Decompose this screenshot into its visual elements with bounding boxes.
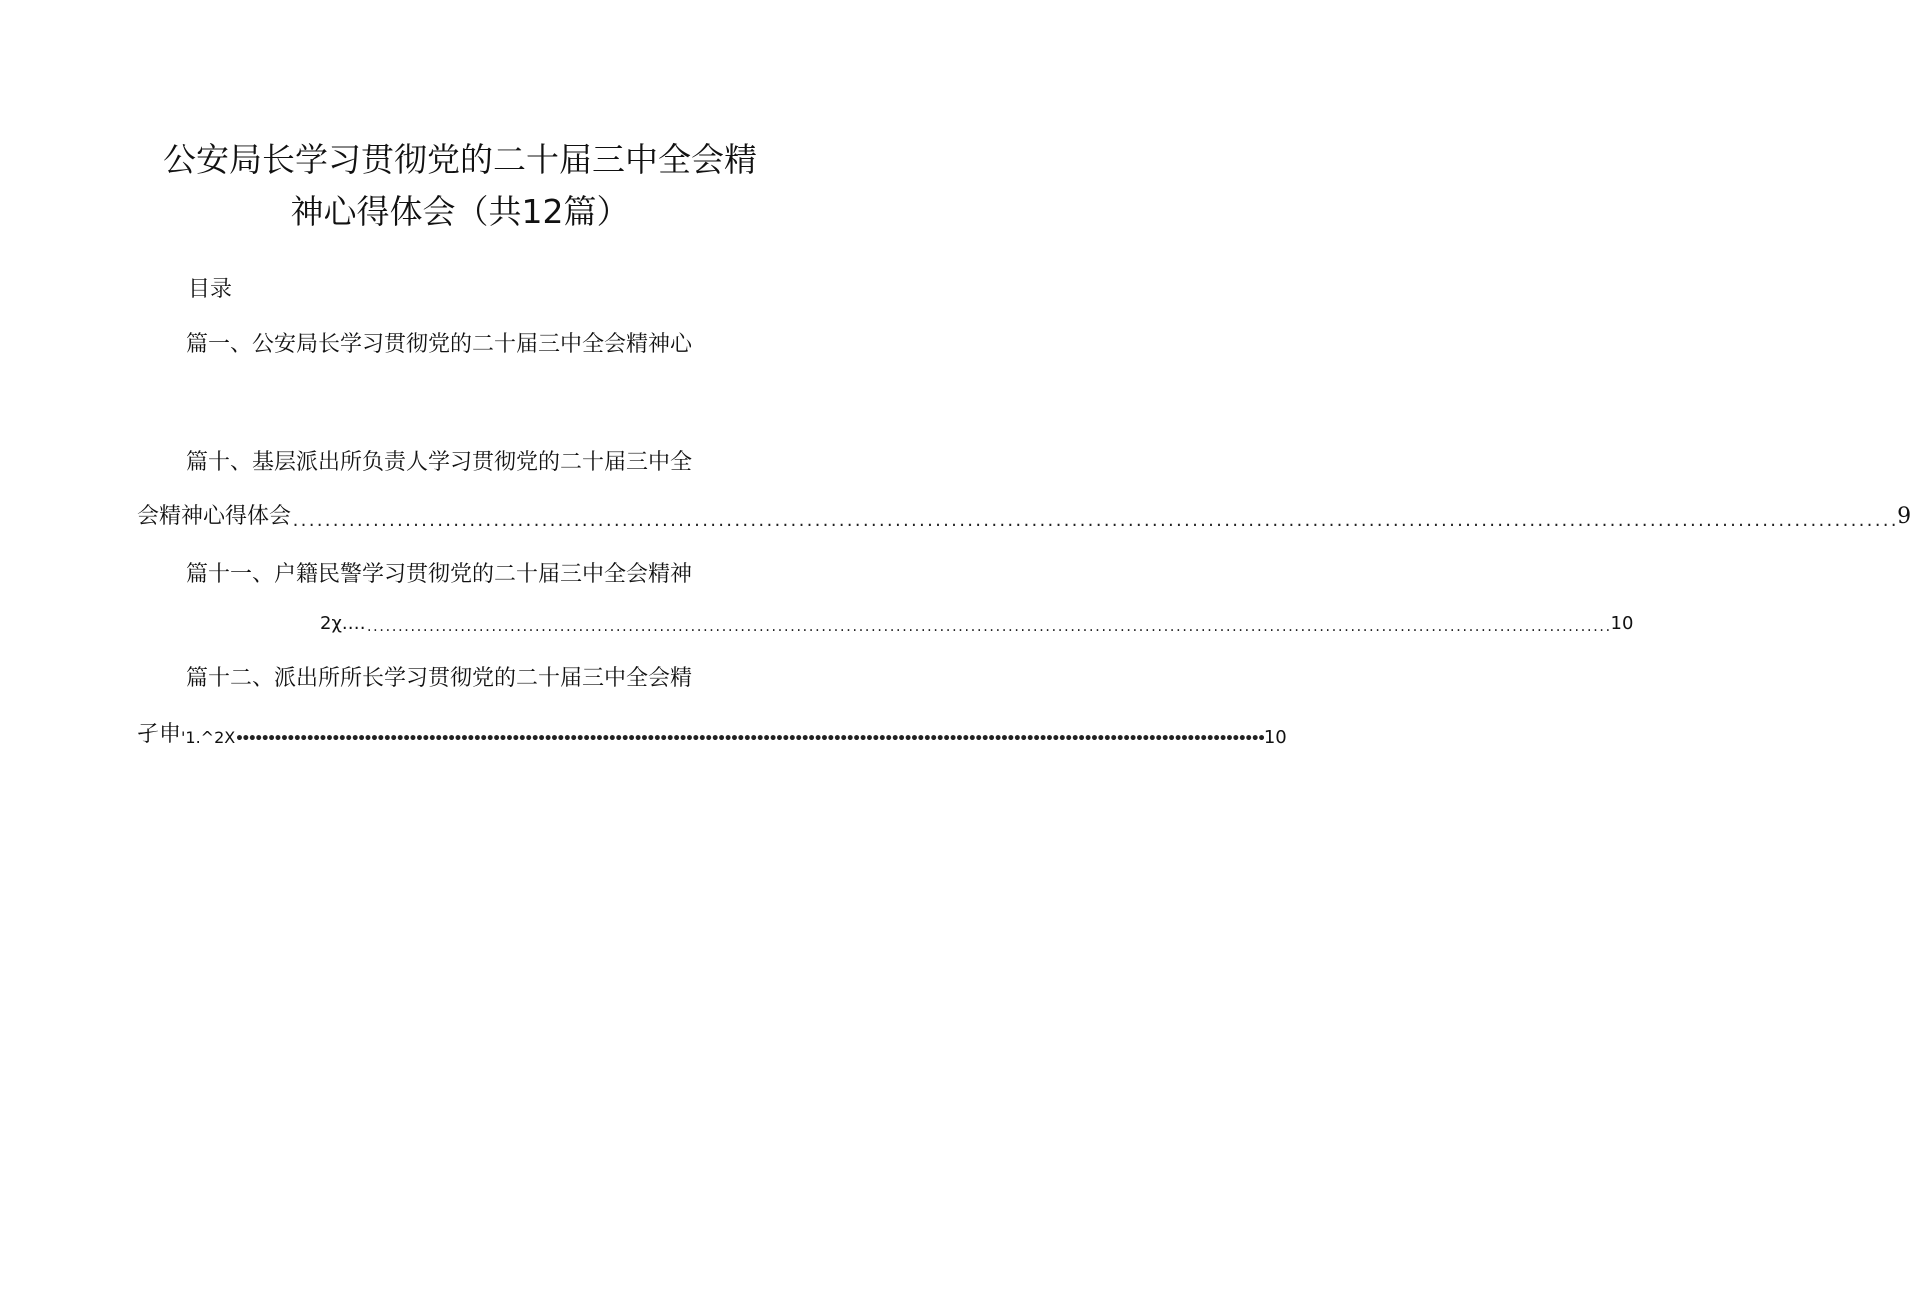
toc-entry-3-line-2: 2χ.… (320, 613, 366, 634)
toc-entry-2-line-1[interactable]: 篇十、基层派出所负责人学习贯彻党的二十届三中全 (186, 450, 693, 475)
toc-entry-4-line-1[interactable]: 篇十二、派出所所长学习贯彻党的二十届三中全会精 (186, 666, 693, 691)
toc-entry-2-page-number: 9 (1897, 504, 1911, 529)
toc-entry-3-line-1[interactable]: 篇十一、户籍民警学习贯彻党的二十届三中全会精神 (186, 562, 693, 587)
dot-leader: ........................................................................................................................................................................................................ (291, 512, 1898, 530)
toc-entry-1[interactable]: 篇一、公安局长学习贯彻党的二十届三中全会精神心 (186, 332, 693, 357)
toc-entry-2-leader-row[interactable] (137, 502, 1911, 532)
document-title-line-1: 公安局长学习贯彻党的二十届三中全会精 (163, 140, 757, 179)
document-title-line-2: 神心得体会（共12篇） (290, 192, 630, 231)
toc-entry-4-page-number: 10 (1263, 727, 1287, 748)
toc-entry-4-line-2: 孑申 (137, 722, 182, 747)
toc-entry-4-leader-row[interactable] (137, 720, 1287, 750)
dot-leader: ........................................................................................................................................................................................................ (365, 620, 1611, 634)
toc-entry-3-leader-row[interactable] (320, 612, 1634, 636)
toc-heading: 目录 (188, 277, 233, 302)
toc-entry-2-line-2: 会精神心得体会 (137, 504, 292, 529)
toc-entry-3-page-number: 10 (1610, 613, 1634, 634)
toc-entry-4-line-2-code: '1.^2X (181, 728, 236, 747)
dot-leader: •••••••••••••••••••••••••••••••••••••••••••••••••••••••••••••••••••••••••••••••••••••••••••••••••••••••••••••••••••••••••••••••••••••••••••••••••••••••••••••••• (235, 731, 1264, 747)
